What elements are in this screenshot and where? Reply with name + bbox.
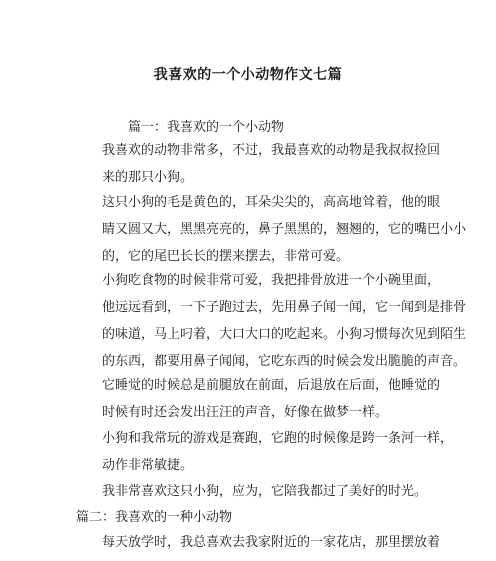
paragraph-line: 时候有时还会发出汪汪的声音，好像在做梦一样。 <box>102 405 389 420</box>
section-heading-2: 篇二：我喜欢的一种小动物 <box>76 510 233 525</box>
paragraph-2 <box>76 189 467 270</box>
paragraph-line: 我喜欢的动物非常多，不过，我最喜欢的动物是我叔叔捡回 <box>102 143 441 158</box>
paragraph-line: 的，它的尾巴长长的摆来摆去，非常可爱。 <box>102 249 350 264</box>
paragraph-line: 小狗和我常玩的游戏是赛跑，它跑的时候像是跨一条河一样， <box>102 431 454 446</box>
paragraph-line: 每天放学时，我总喜欢去我家附近的一家花店，那里摆放着 <box>102 535 441 550</box>
paragraph-6 <box>76 478 428 505</box>
paragraph-4 <box>76 372 441 426</box>
paragraph-line: 睛又圆又大，黑黑亮亮的，鼻子黑黑的，翘翘的，它的嘴巴小小 <box>102 222 467 237</box>
paragraph-line: 来的那只小狗。 <box>102 170 194 185</box>
paragraph-line: 他远远看到，一下子跑过去，先用鼻子闻一闻，它一闻到是排骨 <box>102 300 467 315</box>
paragraph-7 <box>76 529 441 556</box>
paragraph-1 <box>76 137 441 191</box>
paragraph-line: 的味道，马上叼着，大口大口的吃起来。小狗习惯每次见到陌生 <box>102 327 467 342</box>
paragraph-line: 的东西，都要用鼻子闻闻，它吃东西的时候会发出脆脆的声音。 <box>102 354 467 369</box>
paragraph-5 <box>76 425 454 479</box>
section-heading-1: 篇一：我喜欢的一个小动物 <box>128 120 285 135</box>
paragraph-3 <box>76 267 467 375</box>
document-title: 我喜欢的一个小动物作文七篇 <box>153 67 343 83</box>
paragraph-line: 它睡觉的时候总是前腿放在前面，后退放在后面，他睡觉的 <box>102 378 441 393</box>
paragraph-line: 动作非常敏捷。 <box>102 458 194 473</box>
paragraph-line: 这只小狗的毛是黄色的，耳朵尖尖的，高高地耸着，他的眼 <box>102 195 441 210</box>
paragraph-line: 小狗吃食物的时候非常可爱，我把排骨放进一个小碗里面， <box>102 273 441 288</box>
paragraph-line: 我非常喜欢这只小狗，应为，它陪我都过了美好的时光。 <box>102 484 428 499</box>
